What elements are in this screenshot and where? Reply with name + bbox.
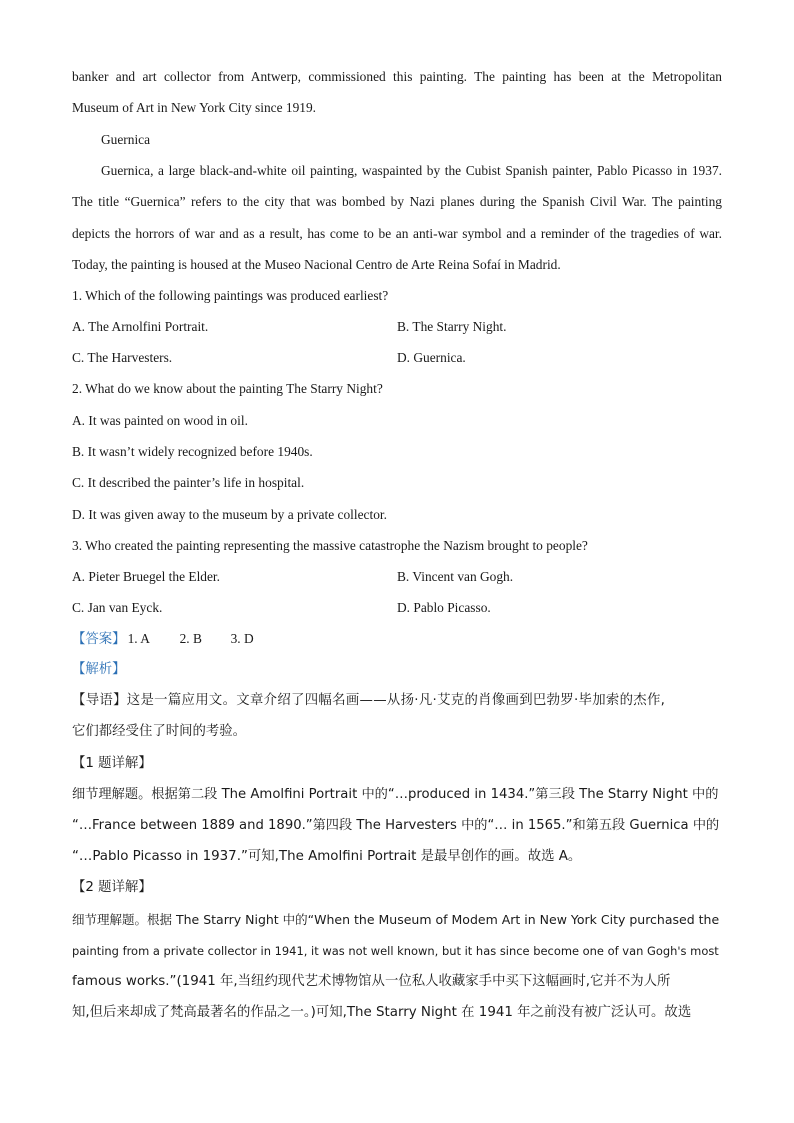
passage-line: Museum of Art in New York City since 1919.	[72, 100, 317, 115]
answer-2: 2. B	[179, 631, 202, 646]
q2-option-c: C. It described the painter’s life in hospital.	[72, 475, 305, 490]
answer-label: 【答案】	[72, 632, 126, 647]
detail-2-line: painting from a private collector in 1941, it was not well known, but it has since become one of van Gogh's most	[72, 944, 719, 958]
passage-line: Guernica, a large black-and-white oil painting, waspainted by the Cubist Spanish painter, Pablo Picasso in 1937.	[101, 163, 722, 178]
intro-text: 这是一篇应用文。文章介绍了四幅名画——从扬·凡·艾克的肖像画到巴勃罗·毕加索的杰作,	[126, 693, 666, 708]
section-heading: Guernica	[101, 132, 151, 147]
answer-row	[72, 630, 254, 649]
answer-3: 3. D	[230, 631, 254, 646]
q2-option-d: D. It was given away to the museum by a private collector.	[72, 507, 387, 522]
q1-option-c: C. The Harvesters.	[72, 350, 173, 365]
intro-label: 【导语】	[72, 693, 127, 708]
passage-line: banker and art collector from Antwerp, commissioned this painting. The painting has been at the Metropolitan	[72, 69, 722, 84]
q1-option-a: A. The Arnolfini Portrait.	[72, 319, 209, 334]
detail-2-line: 细节理解题。根据 The Starry Night 中的“When the Museum of Modem Art in New York City purchased the	[72, 912, 720, 927]
detail-2-label: 【2 题详解】	[72, 880, 152, 895]
question-1: 1. Which of the following paintings was produced earliest?	[72, 288, 389, 303]
intro-line: 它们都经受住了时间的考验。	[72, 724, 247, 739]
q3-option-b: B. Vincent van Gogh.	[397, 569, 514, 584]
passage-line: The title “Guernica” refers to the city that was bombed by Nazi planes during the Spanish Civil War. The painting	[72, 194, 722, 209]
q1-option-b: B. The Starry Night.	[397, 319, 507, 334]
question-2: 2. What do we know about the painting The Starry Night?	[72, 381, 383, 396]
q2-option-b: B. It wasn’t widely recognized before 1940s.	[72, 444, 313, 459]
q3-option-c: C. Jan van Eyck.	[72, 600, 163, 615]
q3-option-d: D. Pablo Picasso.	[397, 600, 491, 615]
answer-1: 1. A	[127, 631, 150, 646]
passage-line: Today, the painting is housed at the Museo Nacional Centro de Arte Reina Sofaí in Madrid.	[72, 257, 561, 272]
intro-line	[72, 692, 722, 710]
q1-option-d: D. Guernica.	[397, 350, 466, 365]
passage-line: depicts the horrors of war and as a result, has come to be an anti-war symbol and a reminder of the tragedies of war.	[72, 226, 722, 241]
detail-1-line: “…France between 1889 and 1890.”第四段 The Harvesters 中的“… in 1565.”和第五段 Guernica 中的	[72, 818, 720, 833]
q2-option-a: A. It was painted on wood in oil.	[72, 413, 248, 428]
detail-2-line: 知,但后来却成了梵高最著名的作品之一。)可知,The Starry Night 在 1941 年之前没有被广泛认可。故选	[72, 1005, 692, 1020]
detail-1-label: 【1 题详解】	[72, 756, 152, 771]
analysis-label: 【解析】	[72, 662, 126, 677]
detail-1-line: 细节理解题。根据第二段 The Amolfini Portrait 中的“…produced in 1434.”第三段 The Starry Night 中的	[72, 787, 719, 802]
q3-option-a: A. Pieter Bruegel the Elder.	[72, 569, 220, 584]
question-3: 3. Who created the painting representing the massive catastrophe the Nazism brought to people?	[72, 538, 588, 553]
detail-2-line: famous works.”(1941 年,当纽约现代艺术博物馆从一位私人收藏家手中买下这幅画时,它并不为人所	[72, 974, 671, 989]
detail-1-line: “…Pablo Picasso in 1937.”可知,The Amolfini Portrait 是最早创作的画。故选 A。	[72, 849, 582, 864]
